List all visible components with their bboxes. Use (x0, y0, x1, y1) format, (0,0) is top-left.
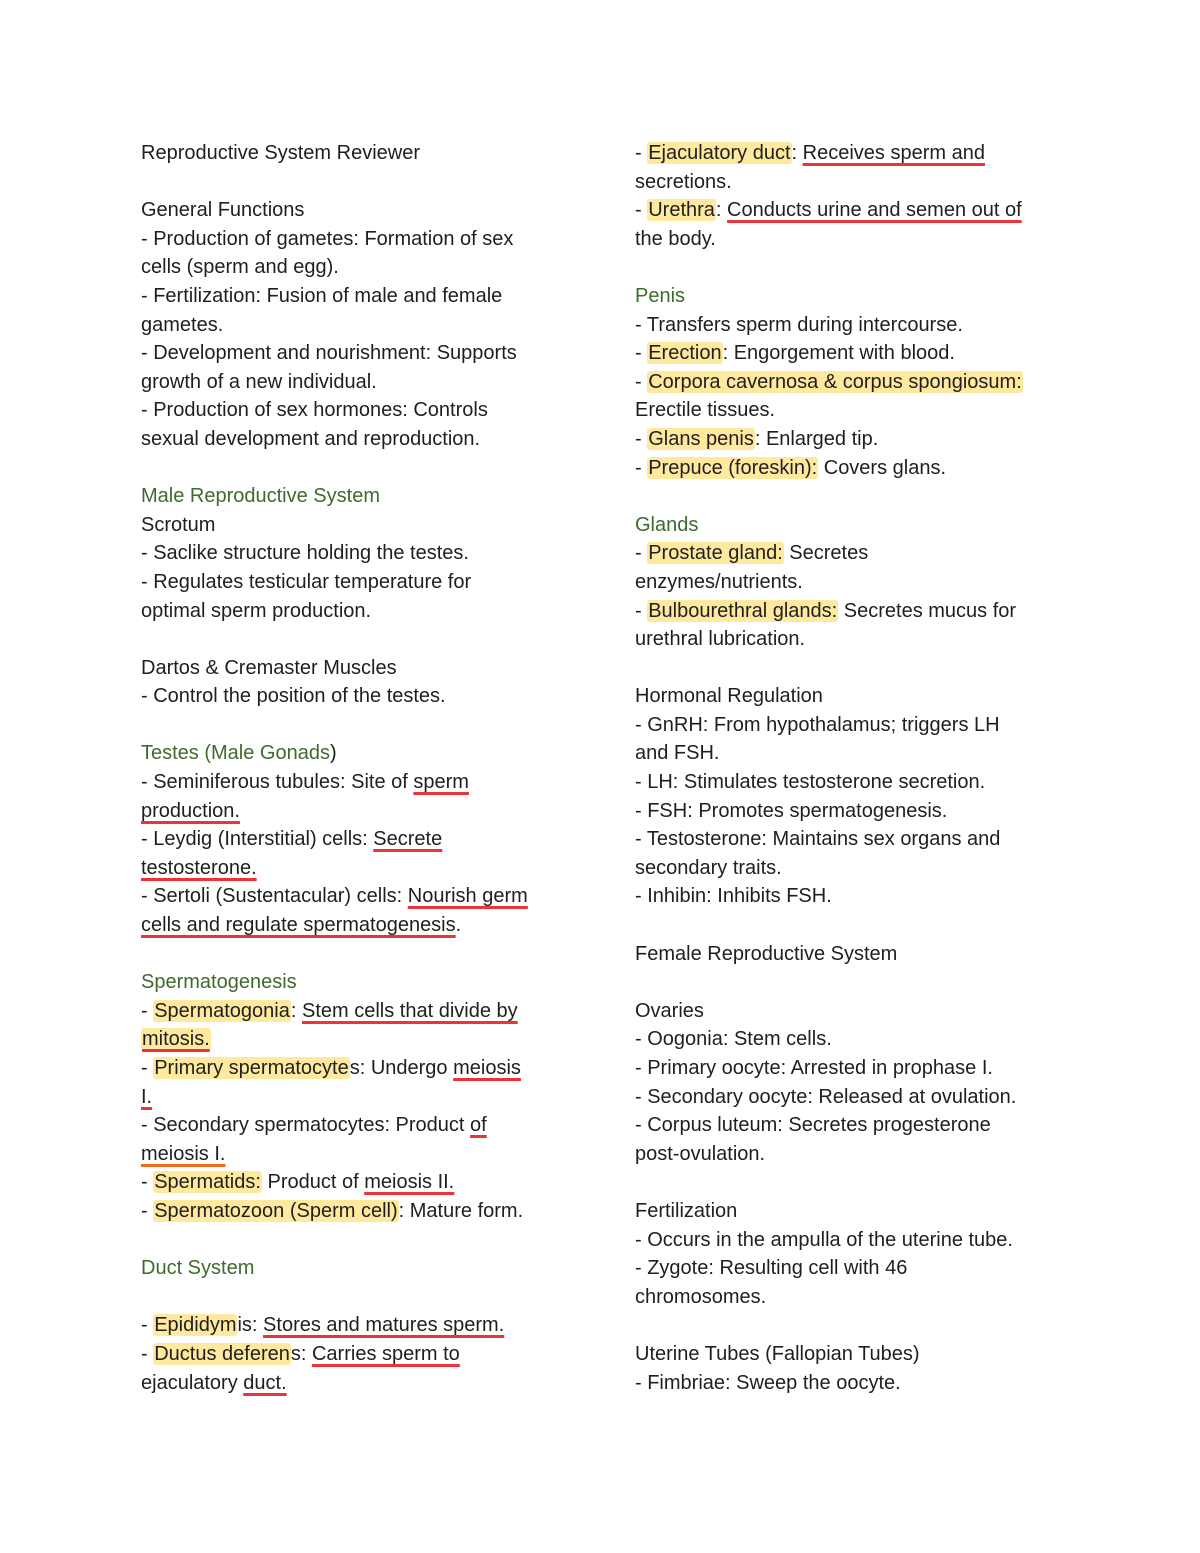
testes-line (141, 825, 581, 854)
sperm-line (141, 1083, 581, 1112)
scrotum-heading: Scrotum (141, 513, 216, 536)
general-line: gametes. (141, 313, 224, 336)
general-line: sexual development and reproduction. (141, 427, 481, 450)
glands-line (635, 539, 1075, 568)
highlighted-term: Epididym (154, 1314, 237, 1337)
testes-text: - Seminiferous tubules: Site of (141, 771, 414, 794)
fertilization-line: - Occurs in the ampulla of the uterine tube. (635, 1228, 1013, 1251)
hormonal-line: - Testosterone: Maintains sex organs and (635, 828, 1001, 851)
highlighted-term: Ejaculatory duct (648, 142, 791, 164)
dash: - (635, 599, 648, 622)
testes-text: - Leydig (Interstitial) cells: (141, 828, 374, 851)
ejaculatory-line: secretions. (635, 170, 732, 193)
underlined-text: duct. (243, 1371, 287, 1394)
glands-text: Secretes mucus for (838, 599, 1017, 622)
dash: - (141, 1057, 154, 1079)
underlined-text: meiosis II. (364, 1171, 455, 1194)
underlined-text: Secrete (373, 828, 443, 851)
ovaries-line: - Secondary oocyte: Released at ovulation. (635, 1085, 1017, 1108)
penis-line: - Transfers sperm during intercourse. (635, 313, 963, 336)
uterine-tubes-line: - Fimbriae: Sweep the oocyte. (635, 1371, 901, 1394)
dash: - (141, 1342, 154, 1365)
penis-heading: Penis (635, 284, 686, 307)
duct-text: s: (290, 1342, 312, 1365)
penis-line (635, 454, 1075, 483)
underlined-text: cells and regulate spermatogenesis (141, 914, 456, 937)
dash: - (141, 1314, 154, 1337)
highlighted-term: Ductus deferen (154, 1342, 290, 1365)
male-system-heading: Male Reproductive System (141, 485, 380, 508)
dartos-line: - Control the position of the testes. (141, 685, 446, 708)
underlined-text: of (470, 1114, 487, 1137)
testes-heading-text: Testes (Male Gonads (141, 742, 330, 765)
highlighted-term: Erection (648, 342, 722, 365)
duct-line (141, 1311, 581, 1340)
underlined-text: Carries sperm to (311, 1342, 460, 1365)
dartos-heading: Dartos & Cremaster Muscles (141, 656, 397, 679)
female-system-heading: Female Reproductive System (635, 942, 898, 965)
penis-text: : Engorgement with blood. (722, 342, 955, 365)
highlighted-term: Spermatids: (154, 1171, 261, 1194)
sperm-line (141, 1111, 581, 1140)
testes-line (141, 854, 581, 883)
underlined-text: testosterone. (141, 856, 257, 879)
duct-system-heading: Duct System (141, 1257, 255, 1280)
underlined-text: Stem cells that divide by (302, 999, 518, 1022)
fertilization-line: - Zygote: Resulting cell with 46 (635, 1257, 908, 1280)
uterine-tubes-heading: Uterine Tubes (Fallopian Tubes) (635, 1342, 920, 1365)
glands-line (635, 597, 1075, 626)
dash: - (635, 456, 648, 479)
penis-text: : Enlarged tip. (754, 427, 879, 450)
glands-text: Secretes (783, 542, 869, 565)
ovaries-line: post-ovulation. (635, 1142, 766, 1165)
dash: - (635, 370, 648, 393)
testes-line (141, 797, 581, 826)
highlighted-term: Corpora cavernosa & corpus spongiosum: (648, 370, 1022, 393)
ovaries-line: - Primary oocyte: Arrested in prophase I. (635, 1057, 993, 1079)
sperm-line (141, 1140, 581, 1169)
general-line: - Production of sex hormones: Controls (141, 399, 488, 422)
testes-line (141, 768, 581, 797)
general-line: cells (sperm and egg). (141, 256, 339, 279)
underlined-text: meiosis I. (141, 1142, 226, 1165)
dash: - (635, 427, 648, 450)
general-line: - Development and nourishment: Supports (141, 342, 517, 365)
underlined-text: Receives sperm and (802, 142, 985, 164)
general-line: - Production of gametes: Formation of sex (141, 227, 514, 250)
highlighted-term: Spermatozoon (Sperm cell) (154, 1199, 398, 1222)
sperm-text: Product of (261, 1171, 365, 1194)
scrotum-line: - Regulates testicular temperature for (141, 570, 472, 593)
general-functions-heading: General Functions (141, 199, 305, 222)
testes-text: . (455, 914, 462, 937)
penis-text: Covers glans. (818, 456, 947, 479)
dash: - (635, 142, 648, 164)
penis-line: Erectile tissues. (635, 399, 776, 422)
ovaries-line: - Corpus luteum: Secretes progesterone (635, 1114, 991, 1137)
sperm-text: : (290, 999, 302, 1022)
hormonal-line: and FSH. (635, 742, 720, 765)
sperm-line (141, 1197, 581, 1226)
sperm-line (141, 1025, 581, 1054)
underlined-text: Nourish germ (407, 885, 528, 908)
testes-heading (141, 739, 581, 768)
ovaries-heading: Ovaries (635, 999, 704, 1022)
sperm-text: - Secondary spermatocytes: Product (141, 1114, 471, 1137)
urethra-line: the body. (635, 227, 716, 250)
glands-heading: Glands (635, 513, 699, 536)
duct-line (141, 1340, 581, 1369)
underlined-text: meiosis (453, 1057, 521, 1079)
general-line: - Fertilization: Fusion of male and female (141, 284, 503, 307)
spermatogenesis-heading: Spermatogenesis (141, 971, 297, 994)
dash: - (635, 199, 648, 222)
penis-line (635, 425, 1075, 454)
highlighted-term: mitosis. (142, 1028, 210, 1051)
glands-line: urethral lubrication. (635, 628, 806, 651)
general-line: growth of a new individual. (141, 370, 377, 393)
fertilization-line: chromosomes. (635, 1285, 767, 1308)
left-column (141, 139, 581, 1397)
ejaculatory-line (635, 139, 1075, 168)
dash: - (635, 342, 648, 365)
glands-line: enzymes/nutrients. (635, 570, 803, 593)
penis-line (635, 368, 1075, 397)
highlighted-term: Spermatogonia (154, 999, 290, 1022)
hormonal-line: - LH: Stimulates testosterone secretion. (635, 771, 986, 794)
urethra-text: : (715, 199, 728, 222)
underlined-text: I. (141, 1085, 153, 1108)
document-title: Reproductive System Reviewer (141, 142, 420, 164)
sperm-line (141, 1054, 581, 1083)
highlighted-term: Glans penis (648, 427, 754, 450)
underlined-text: Conducts urine and semen out of (727, 199, 1022, 222)
testes-line (141, 882, 581, 911)
hormonal-line: - GnRH: From hypothalamus; triggers LH (635, 713, 1000, 736)
underlined-text: production. (141, 799, 240, 822)
scrotum-line: optimal sperm production. (141, 599, 372, 622)
dash: - (141, 1171, 154, 1194)
sperm-text: : Mature form. (398, 1199, 524, 1222)
hormonal-line: - FSH: Promotes spermatogenesis. (635, 799, 948, 822)
urethra-line (635, 196, 1075, 225)
testes-heading-paren: ) (329, 742, 337, 765)
dash: - (141, 999, 154, 1022)
hormonal-line: secondary traits. (635, 856, 782, 879)
highlighted-term: Primary spermatocyte (154, 1057, 349, 1079)
underlined-text: Stores and matures sperm. (263, 1314, 505, 1337)
scrotum-line: - Saclike structure holding the testes. (141, 542, 469, 565)
hormonal-line: - Inhibin: Inhibits FSH. (635, 885, 832, 908)
duct-text: ejaculatory (141, 1371, 244, 1394)
highlighted-term: Prostate gland: (648, 542, 783, 565)
highlighted-term: Prepuce (foreskin): (648, 456, 818, 479)
testes-line (141, 911, 581, 940)
dash: - (141, 1199, 154, 1222)
underlined-text: sperm (413, 771, 469, 794)
sperm-line (141, 997, 581, 1026)
hormonal-heading: Hormonal Regulation (635, 685, 823, 708)
right-column (635, 139, 1075, 1397)
ej-text: : (791, 142, 803, 164)
duct-line (141, 1369, 581, 1398)
sperm-line (141, 1168, 581, 1197)
sperm-text: s: Undergo (349, 1057, 454, 1079)
penis-line (635, 339, 1075, 368)
duct-text: is: (237, 1314, 264, 1337)
highlighted-term: Urethra (648, 199, 715, 222)
dash: - (635, 542, 648, 565)
fertilization-heading: Fertilization (635, 1199, 738, 1222)
highlighted-term: Bulbourethral glands: (648, 599, 838, 622)
testes-text: - Sertoli (Sustentacular) cells: (141, 885, 408, 908)
ovaries-line: - Oogonia: Stem cells. (635, 1028, 832, 1051)
